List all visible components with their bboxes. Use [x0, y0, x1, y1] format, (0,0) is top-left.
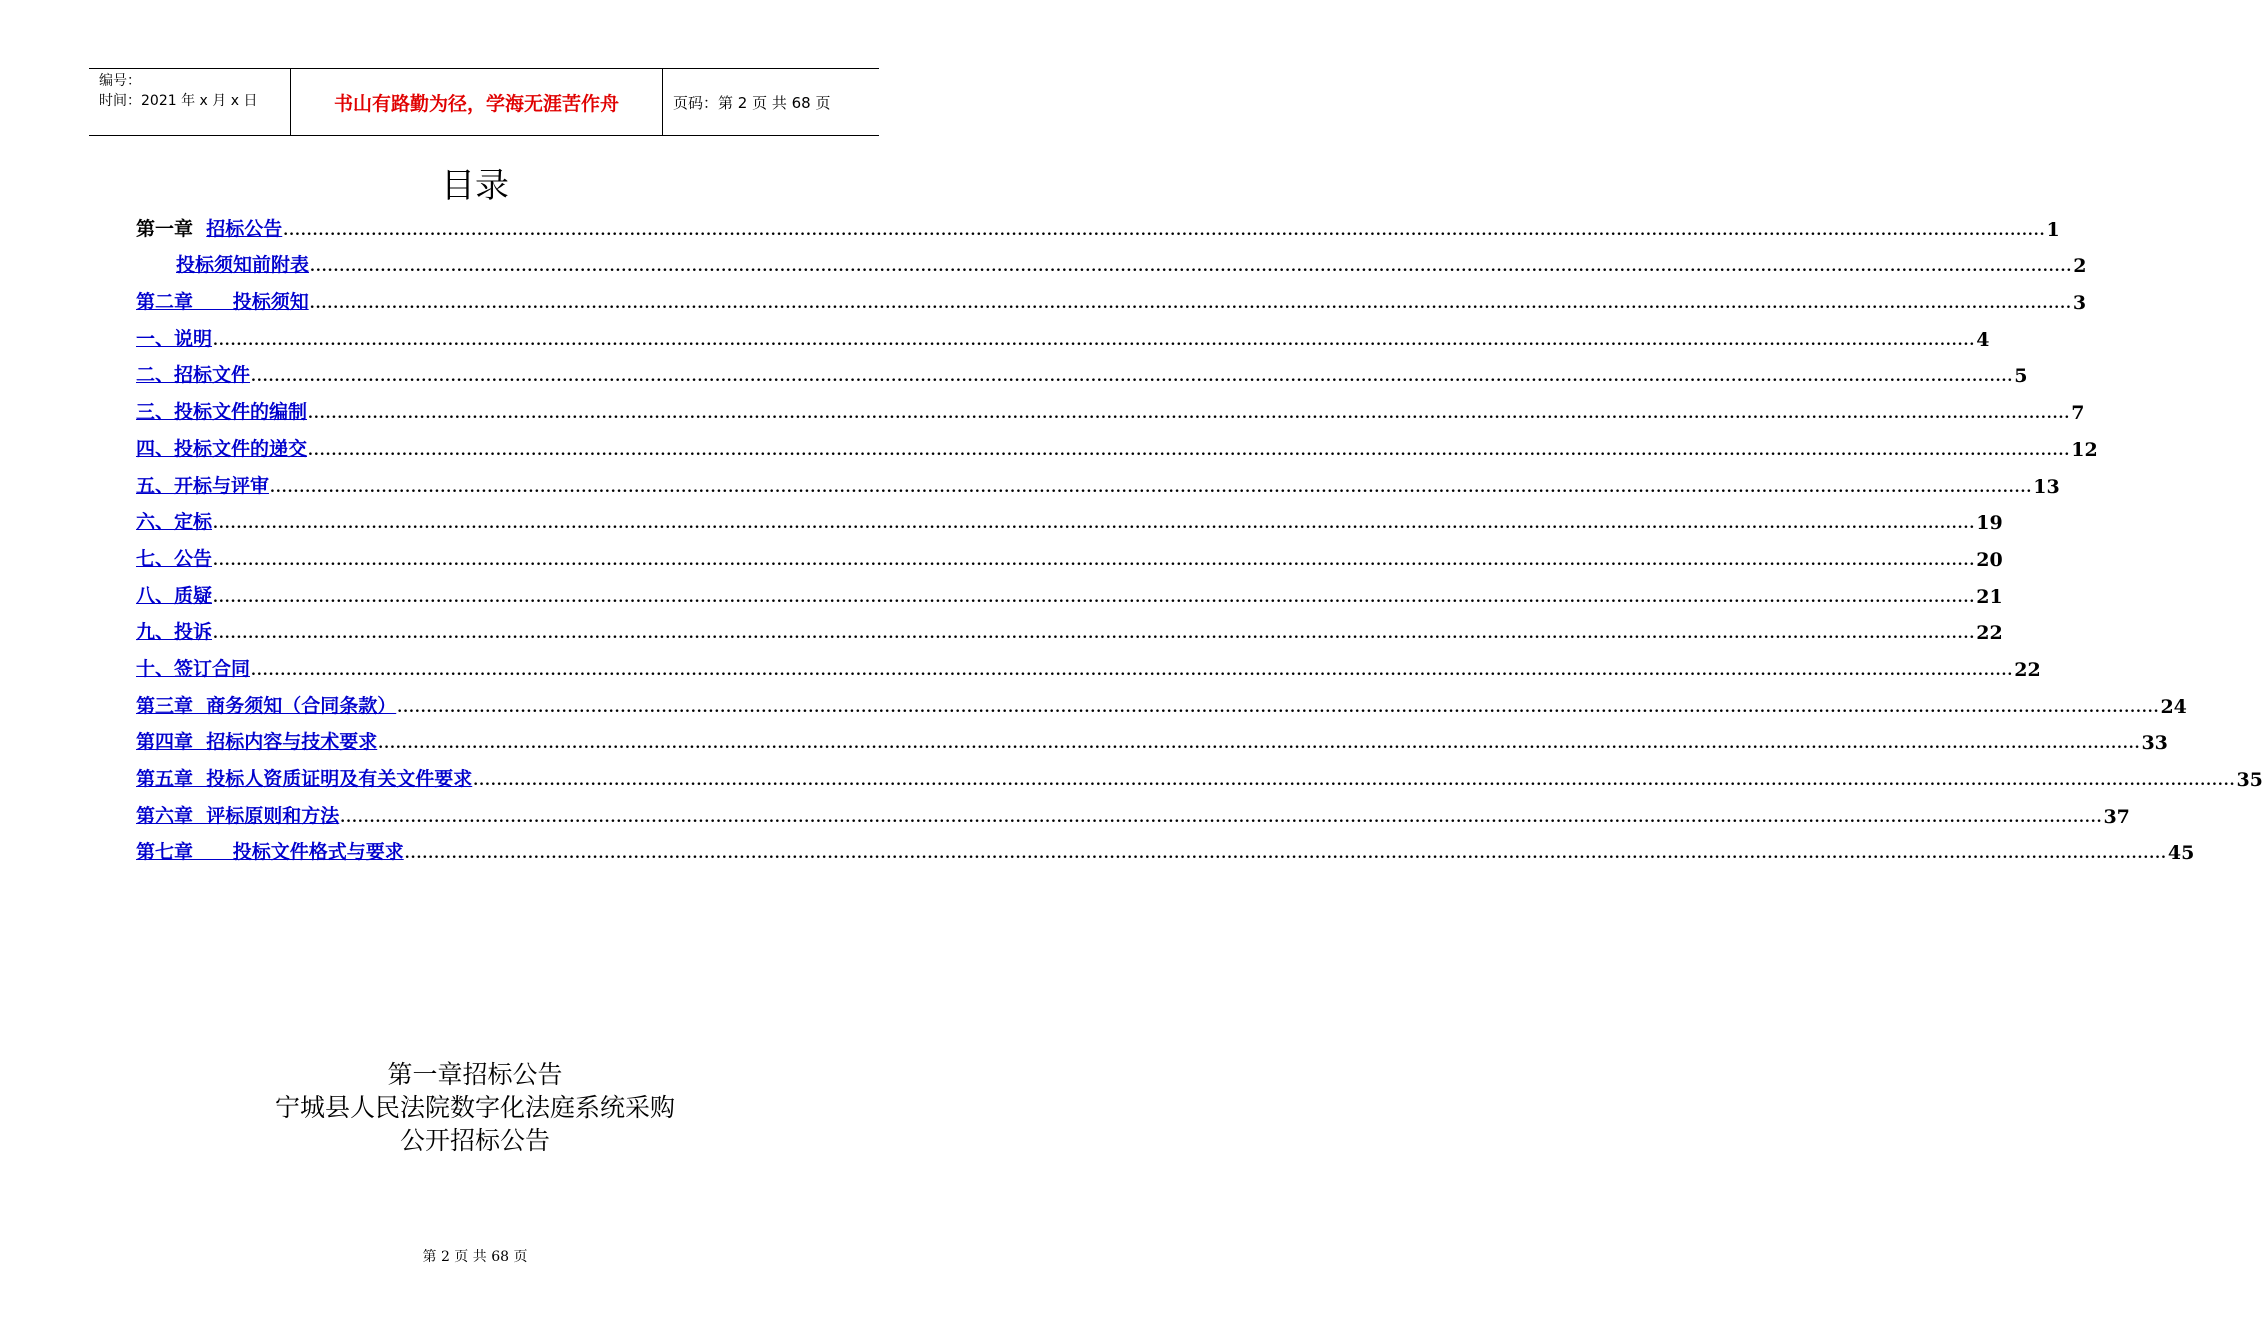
toc-leader-dots: ............................................................................................................................................................................................................................................................................................................ — [251, 369, 2014, 386]
toc-entry[interactable] — [136, 277, 2087, 315]
toc-entry-link[interactable]: 第五章 投标人资质证明及有关文件要求 — [136, 768, 473, 790]
chapter-heading-line-2: 宁城县人民法院数字化法庭系统采购 — [274, 1093, 675, 1122]
toc-entry-label[interactable] — [136, 324, 212, 351]
toc-leader-dots: ............................................................................................................................................................................................................................................................................................................ — [404, 846, 2167, 863]
toc-entry[interactable] — [136, 241, 2087, 278]
toc-entry[interactable] — [136, 314, 1990, 351]
toc-entry-link[interactable]: 第六章 评标原则和方法 — [136, 804, 340, 827]
toc-entry-link[interactable]: 投标须知前附表 — [176, 254, 310, 277]
toc-entry-label[interactable] — [136, 507, 212, 534]
toc-leader-dots: ............................................................................................................................................................................................................................................................................................................ — [308, 406, 2071, 423]
toc-entry-label[interactable] — [136, 471, 269, 498]
toc-entry-label[interactable] — [136, 764, 472, 791]
toc-entry-link[interactable]: 招标公告 — [206, 217, 283, 240]
toc-page-number: 45 — [2167, 842, 2195, 865]
toc-page-number: 35 — [2236, 769, 2263, 791]
toc-leader-dots: ............................................................................................................................................................................................................................................................................................................ — [283, 222, 2046, 239]
chapter-heading-line-3: 公开招标公告 — [399, 1126, 550, 1155]
toc-page-number: 3 — [2072, 292, 2087, 315]
toc-leader-dots: ............................................................................................................................................................................................................................................................................................................ — [397, 699, 2160, 716]
toc-entry[interactable] — [136, 534, 2003, 571]
toc-leader-dots: ............................................................................................................................................................................................................................................................................................................ — [270, 479, 2033, 496]
page-footer: 第 2 页 共 68 页 — [422, 1249, 528, 1265]
toc-entry-link[interactable]: 四、投标文件的递交 — [136, 437, 308, 460]
toc-page-number: 12 — [2071, 438, 2098, 461]
toc-entry-label[interactable] — [136, 360, 250, 387]
toc-entry[interactable] — [136, 351, 2028, 388]
toc-entry-label[interactable] — [136, 654, 250, 681]
document-time-label: 时间：2021 年 x 月 x 日 — [99, 93, 258, 109]
toc-entry-label[interactable] — [136, 727, 377, 754]
toc-entry-link[interactable]: 二、招标文件 — [136, 364, 251, 387]
toc-entry[interactable] — [136, 754, 2263, 791]
toc-entry-label[interactable] — [136, 617, 212, 644]
toc-entry[interactable] — [136, 644, 2041, 681]
chapter-heading — [0, 1058, 950, 1157]
toc-entry-link[interactable]: 六、定标 — [136, 511, 213, 534]
toc-page-number: 19 — [1976, 512, 2003, 535]
toc-leader-dots: ............................................................................................................................................................................................................................................................................................................ — [213, 516, 1976, 533]
toc-entry-label[interactable] — [136, 801, 339, 828]
toc-entry[interactable] — [136, 387, 2085, 425]
toc-leader-dots: ............................................................................................................................................................................................................................................................................................................ — [213, 626, 1976, 643]
toc-title: 目录 — [441, 166, 509, 206]
toc-page-number: 5 — [2014, 365, 2028, 388]
toc-entry-link[interactable]: 十、签订合同 — [136, 657, 251, 680]
toc-entry[interactable] — [136, 718, 2168, 755]
table-of-contents — [136, 204, 2263, 865]
toc-entry-label[interactable] — [136, 837, 404, 864]
toc-page-number: 13 — [2033, 475, 2060, 498]
toc-entry[interactable] — [136, 461, 2060, 498]
toc-entry[interactable] — [136, 608, 2003, 645]
toc-leader-dots: ............................................................................................................................................................................................................................................................................................................ — [473, 773, 2236, 789]
toc-entry[interactable] — [136, 828, 2195, 865]
toc-entry-link[interactable]: 九、投诉 — [136, 621, 213, 644]
toc-entry-link[interactable]: 五、开标与评审 — [136, 474, 270, 497]
toc-page-number: 7 — [2071, 402, 2085, 425]
toc-entry-prefix: 第一章 — [136, 217, 207, 240]
toc-leader-dots: ............................................................................................................................................................................................................................................................................................................ — [310, 259, 2073, 276]
toc-entry[interactable] — [136, 791, 2130, 828]
header-motto: 书山有路勤为径，学海无涯苦作舟 — [291, 69, 663, 135]
toc-entry[interactable] — [136, 681, 2187, 718]
toc-entry-label[interactable] — [136, 214, 282, 241]
toc-leader-dots: ............................................................................................................................................................................................................................................................................................................ — [340, 809, 2103, 826]
toc-entry[interactable] — [136, 571, 2003, 608]
toc-entry-link[interactable]: 八、质疑 — [136, 584, 213, 607]
toc-entry-label[interactable] — [136, 581, 212, 608]
toc-leader-dots: ............................................................................................................................................................................................................................................................................................................ — [309, 296, 2072, 313]
toc-leader-dots: ............................................................................................................................................................................................................................................................................................................ — [213, 552, 1976, 569]
toc-leader-dots: ............................................................................................................................................................................................................................................................................................................ — [251, 662, 2014, 679]
toc-entry-link[interactable]: 七、公告 — [136, 547, 213, 570]
toc-entry-label[interactable] — [136, 691, 396, 718]
toc-entry[interactable] — [136, 498, 2003, 535]
toc-entry-link[interactable]: 第二章 投标须知 — [136, 291, 309, 314]
header-page-info: 页码：第 2 页 共 68 页 — [673, 93, 831, 112]
toc-entry-label[interactable] — [136, 397, 307, 424]
toc-page-number: 1 — [2046, 218, 2060, 241]
toc-entry-label[interactable] — [136, 287, 309, 314]
toc-entry-label[interactable] — [136, 250, 309, 277]
toc-entry-link[interactable]: 第三章 商务须知（合同条款） — [136, 694, 397, 717]
toc-entry-link[interactable]: 三、投标文件的编制 — [136, 401, 308, 424]
header-meta-cell — [89, 69, 291, 135]
toc-leader-dots: ............................................................................................................................................................................................................................................................................................................ — [378, 736, 2141, 753]
toc-entry-link[interactable]: 第四章 招标内容与技术要求 — [136, 731, 378, 754]
toc-page-number: 24 — [2160, 695, 2187, 718]
toc-page-number: 22 — [1976, 622, 2003, 645]
toc-entry-label[interactable] — [136, 434, 307, 461]
toc-page-number: 4 — [1976, 328, 1990, 351]
toc-page-number: 21 — [1976, 585, 2003, 608]
toc-entry[interactable] — [136, 424, 2098, 461]
toc-entry-link[interactable]: 一、说明 — [136, 327, 213, 350]
toc-entry-link[interactable]: 第七章 投标文件格式与要求 — [136, 841, 404, 864]
toc-page-number: 37 — [2103, 805, 2130, 828]
toc-leader-dots: ............................................................................................................................................................................................................................................................................................................ — [308, 442, 2071, 459]
toc-leader-dots: ............................................................................................................................................................................................................................................................................................................ — [213, 589, 1976, 606]
page-header — [89, 68, 879, 136]
toc-leader-dots: ............................................................................................................................................................................................................................................................................................................ — [213, 332, 1976, 349]
toc-entry[interactable] — [136, 204, 2060, 241]
toc-page-number: 33 — [2141, 732, 2168, 755]
document-number-label: 编号： — [99, 73, 141, 89]
chapter-heading-line-1: 第一章招标公告 — [387, 1060, 563, 1089]
toc-page-number: 20 — [1976, 548, 2003, 571]
toc-page-number: 2 — [2073, 255, 2087, 278]
toc-entry-label[interactable] — [136, 544, 212, 571]
toc-page-number: 22 — [2014, 658, 2041, 681]
